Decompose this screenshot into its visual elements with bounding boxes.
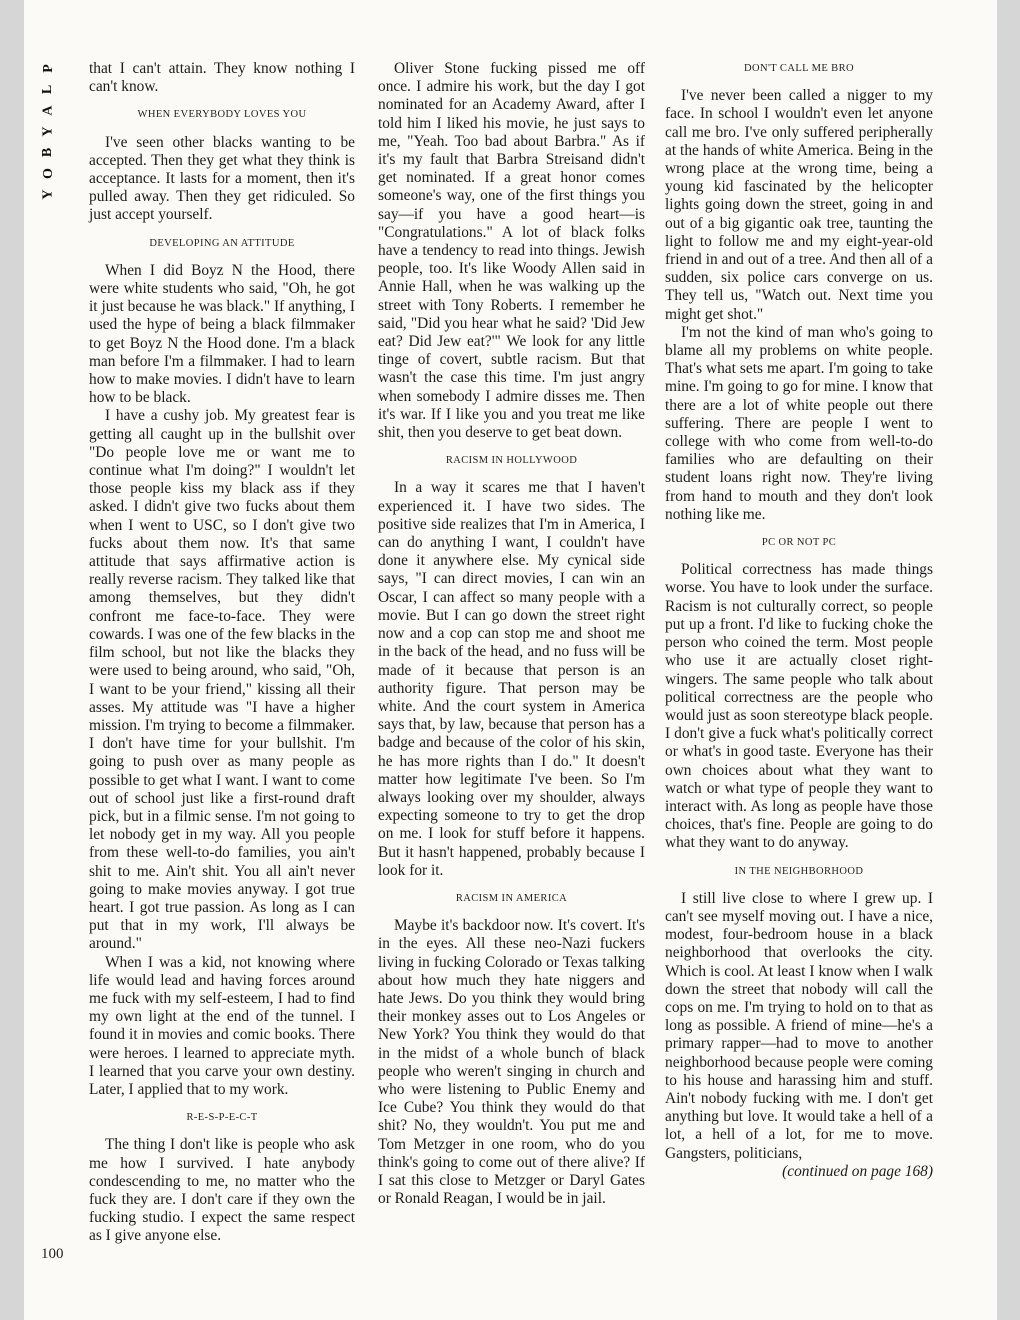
logo-letter: B — [40, 147, 56, 158]
paragraph: I have a cushy job. My greatest fear is getting all caught up in the bullshit over "Do people love me or want me to continue what I'm doing?" I wouldn't let those people kiss my black ass if they asked. I didn't give two fucks about them when I went to USC, so I don't give two fucks about them now. It's that same attitude that says affirmative action is really reverse racism. They talked like that among themselves, but they didn't confront me face-to-face. They were cowards. I was one of the few blacks in the film school, but not like the blacks they were used to being around, who said, "Oh, I want to be your friend," kissing all their asses. My attitude was "I have a higher mission. I'm trying to become a filmmaker. I don't have time for your bullshit. I'm going to push over as many people as possible to get what I want. I want to come out of school just like a first-round draft pick, but in a filmic sense. I'm not going to let nobody get in my way. All you people from these well-to-do families, you ain't shit to me. Ain't shit. You all ain't never going to make movies anyway. I got true heart. I got true passion. As long as I can put that in my work, I'll always be around." — [89, 407, 355, 953]
paragraph: I still live close to where I grew up. I can't see myself moving out. I have a nice, modest, four-bedroom house in a black neighborhood that overlooks the city. Which is cool. At least I know when I walk down the street that nobody will call the cops on me. I'm trying to hold on to that as long as possible. A friend of mine—he's a primary rapper—had to move to another neighborhood because people were coming to his house and harassing him and stuff. Ain't nobody fucking with me. I don't get anything but love. It would take a hell of a lot, a hell of a lot, for me to move. Gangsters, politicians, — [665, 889, 933, 1162]
paragraph: Oliver Stone fucking pissed me off once. I admire his work, but the day I got nominated for an Academy Award, after I told him I liked his movie, he just says to me, "Yeah. Too bad about Barbra." As if it's my fault that Barbra Streisand didn't get nominated. If a great honor comes someone's way, one of the first things you say—if you have a good heart—is "Congratulations." A lot of black folks have a tendency to read into things. Jewish people, too. It's like Woody Allen said in Annie Hall, when he was walking up the street with Tony Roberts. I remember he said, "Did you hear what he said? 'Did Jew eat? Did Jew eat?'" We look for any little tinge of covert, subtle racism. But that wasn't the case this time. I'm just angry when somebody I admire disses me. Then it's war. If I like you and you treat me like shit, then you deserve to get beat down. — [378, 60, 645, 442]
section-heading: PC OR NOT PC — [761, 537, 837, 549]
paragraph: Maybe it's backdoor now. It's covert. It's in the eyes. All these neo-Nazi fuckers living in fucking Colorado or Texas talking about how much they hate niggers and hate Jews. Do you think they would bring their monkey asses out to Los Angeles or New York? You think they would do that in the midst of a whole bunch of black people who weren't singing in church and who were listening to Public Enemy and Ice Cube? You think they would do that shit? No, they wouldn't. You put me and Tom Metzger in one room, who do you think's going to come out of there alive? If I sat this close to Metzger or Daryl Gates or Ronald Reagan, I would be in jail. — [378, 917, 645, 1208]
section-heading: RACISM IN AMERICA — [455, 892, 568, 904]
page-number: 100 — [41, 1246, 64, 1262]
text-column-2 — [378, 60, 645, 1208]
logo-letter: P — [40, 64, 56, 73]
section-heading: IN THE NEIGHBORHOOD — [734, 865, 864, 877]
paragraph: The thing I don't like is people who ask me how I survived. I hate anybody condescending to me, no matter who the fuck they are. I don't care if they own the fucking studio. I expect the same respect as I give anyone else. — [89, 1136, 355, 1245]
text-column-1 — [89, 60, 355, 1246]
section-heading: RACISM IN HOLLYWOOD — [445, 455, 578, 467]
paragraph: I've never been called a nigger to my face. In school I wouldn't even let anyone call me bro. I've only suffered peripherally at the hands of white America. Being in the wrong place at the wrong time, being a young kid fascinated by the helicopter lights going down the street, going in and out of a big gigantic oak tree, taunting the light to follow me and my eight-year-old friend in and out of a tree. And then all of a sudden, six police cars converge on us. They tell us, "Watch out. Next time you might get shot." — [665, 87, 933, 323]
paragraph: Political correctness has made things worse. You have to look under the surface. Racism is not culturally correct, so people put up a front. I'd like to fucking choke the person who coined the term. Most people who use it are actually closet right-wingers. The same people who talk about political correctness are the people who would just as soon stereotype black people. I don't give a fuck what's politically correct or what's in good taste. Everyone has their own choices about what they want to watch or what type of people they want to interact with. As long as people have those choices, that's fine. People are going to do what they want to do anyway. — [665, 561, 933, 852]
paragraph: When I did Boyz N the Hood, there were white students who said, "Oh, he got it just because he was black." If anything, I used the hype of being a black filmmaker to get Boyz N the Hood done. I'm a black man before I'm a filmmaker. I had to learn how to make movies. I didn't have to learn how to be black. — [89, 261, 355, 407]
magazine-page — [24, 0, 997, 1320]
paragraph: that I can't attain. They know nothing I can't know. — [89, 60, 355, 96]
playboy-vertical-logo — [38, 58, 58, 205]
paragraph: I've seen other blacks wanting to be accepted. Then they get what they think is acceptance. It lasts for a moment, then it's pulled away. Then they get ridiculed. So just accept yourself. — [89, 133, 355, 224]
paragraph: When I was a kid, not knowing where life would lead and having forces around me fuck with my self-esteem, I had to find my own light at the end of the tunnel. I found it in movies and comic books. There were heroes. I learned to appreciate myth. I learned that you carve your own destiny. Later, I applied that to my work. — [89, 953, 355, 1098]
text-column-3 — [665, 60, 933, 1181]
section-heading: WHEN EVERYBODY LOVES YOU — [137, 109, 307, 121]
continued-note: (continued on page 168) — [782, 1162, 933, 1180]
logo-letter: O — [40, 168, 56, 179]
section-heading: R-E-S-P-E-C-T — [186, 1112, 258, 1124]
logo-letter: L — [40, 84, 56, 95]
logo-letter: Y — [40, 189, 56, 200]
paragraph: In a way it scares me that I haven't experienced it. I have two sides. The positive side realizes that I'm in America, I can do anything I want, I couldn't have done it anywhere else. My cynical side says, "I can direct movies, I can win an Oscar, I can affect so many people with a movie. But I can go down the street right now and a cop can stop me and shoot me in the back of the head, and no fuss will be made of it because that person is an authority figure. That person may be white. And the court system in America says that, by law, because that person has a badge and because of the color of his skin, he has more rights than I do." It doesn't matter how legitimate I've been. So I'm always looking over my shoulder, always expecting someone to try to get the drop on me. I look for stuff before it happens. But it hasn't happened, probably because I look for it. — [378, 479, 645, 879]
section-heading: DEVELOPING AN ATTITUDE — [149, 237, 295, 249]
logo-letter: Y — [40, 126, 56, 137]
logo-letter: A — [40, 105, 56, 116]
section-heading: DON'T CALL ME BRO — [744, 63, 854, 74]
paragraph: I'm not the kind of man who's going to blame all my problems on white people. That's what sets me apart. I'm going to take mine. I'm going to go for mine. I know that there are a lot of white people out there suffering. There are people I went to college with who come from well-to-do families who are defaulting on their student loans right now. They're living from hand to mouth and they don't look nothing like me. — [665, 323, 933, 523]
